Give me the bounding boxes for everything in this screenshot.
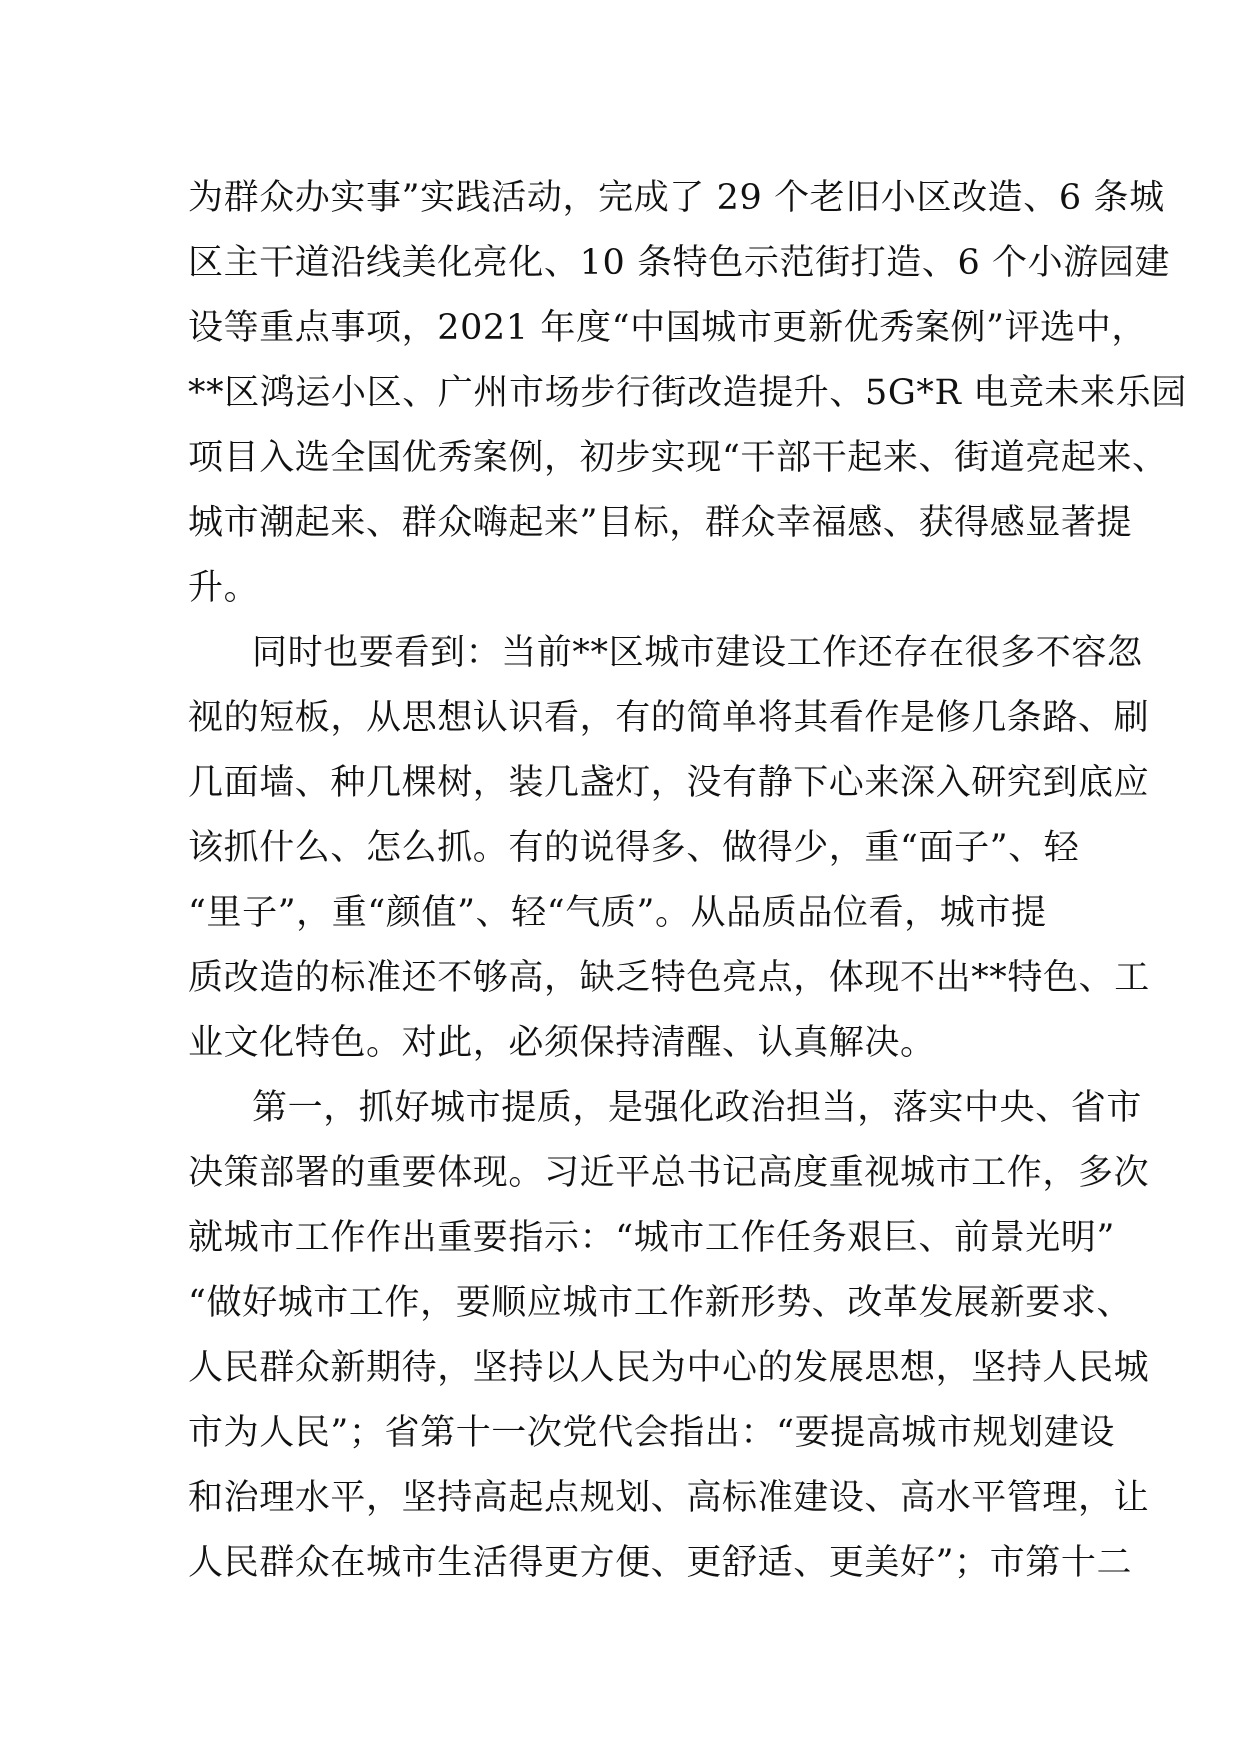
text-line: 区主干道沿线美化亮化、10 条特色示范街打造、6 个小游园建 xyxy=(188,243,1171,283)
text-line: 人民群众新期待，坚持以人民为中心的发展思想，坚持人民城 xyxy=(188,1348,1150,1388)
text-line: “做好城市工作，要顺应城市工作新形势、改革发展新要求、 xyxy=(188,1283,1133,1323)
text-line: 决策部署的重要体现。习近平总书记高度重视城市工作，多次 xyxy=(188,1153,1150,1193)
text-line: 该抓什么、怎么抓。有的说得多、做得少，重“面子”、轻 xyxy=(188,828,1080,868)
text-line: 市为人民”；省第十一次党代会指出：“要提高城市规划建设 xyxy=(188,1413,1115,1453)
paragraph-first-line: 第一，抓好城市提质，是强化政治担当，落实中央、省市 xyxy=(252,1088,1143,1128)
text-line: 几面墙、种几棵树，装几盏灯，没有静下心来深入研究到底应 xyxy=(188,763,1150,803)
text-line: 为群众办实事”实践活动，完成了 29 个老旧小区改造、6 条城 xyxy=(188,178,1165,218)
text-line: 视的短板，从思想认识看，有的简单将其看作是修几条路、刷 xyxy=(188,698,1150,738)
text-line: **区鸿运小区、广州市场步行街改造提升、5G*R 电竞未来乐园 xyxy=(188,373,1187,413)
text-line: “里子”，重“颜值”、轻“气质”。从品质品位看，城市提 xyxy=(188,893,1047,933)
text-line: 和治理水平，坚持高起点规划、高标准建设、高水平管理，让 xyxy=(188,1478,1150,1518)
text-line: 设等重点事项，2021 年度“中国城市更新优秀案例”评选中， xyxy=(188,308,1147,348)
text-line: 人民群众在城市生活得更方便、更舒适、更美好”；市第十二 xyxy=(188,1543,1133,1583)
body-text xyxy=(188,166,1187,1596)
text-line: 升。 xyxy=(188,568,260,608)
text-line: 质改造的标准还不够高，缺乏特色亮点，体现不出**特色、工 xyxy=(188,958,1150,998)
text-line: 项目入选全国优秀案例，初步实现“干部干起来、街道亮起来、 xyxy=(188,438,1168,478)
text-line: 就城市工作作出重要指示：“城市工作任务艰巨、前景光明” xyxy=(188,1218,1115,1258)
text-line: 业文化特色。对此，必须保持清醒、认真解决。 xyxy=(188,1023,936,1063)
text-line: 城市潮起来、群众嗨起来”目标，群众幸福感、获得感显著提 xyxy=(188,503,1133,543)
paragraph-first-line: 同时也要看到：当前**区城市建设工作还存在很多不容忽 xyxy=(252,633,1143,673)
